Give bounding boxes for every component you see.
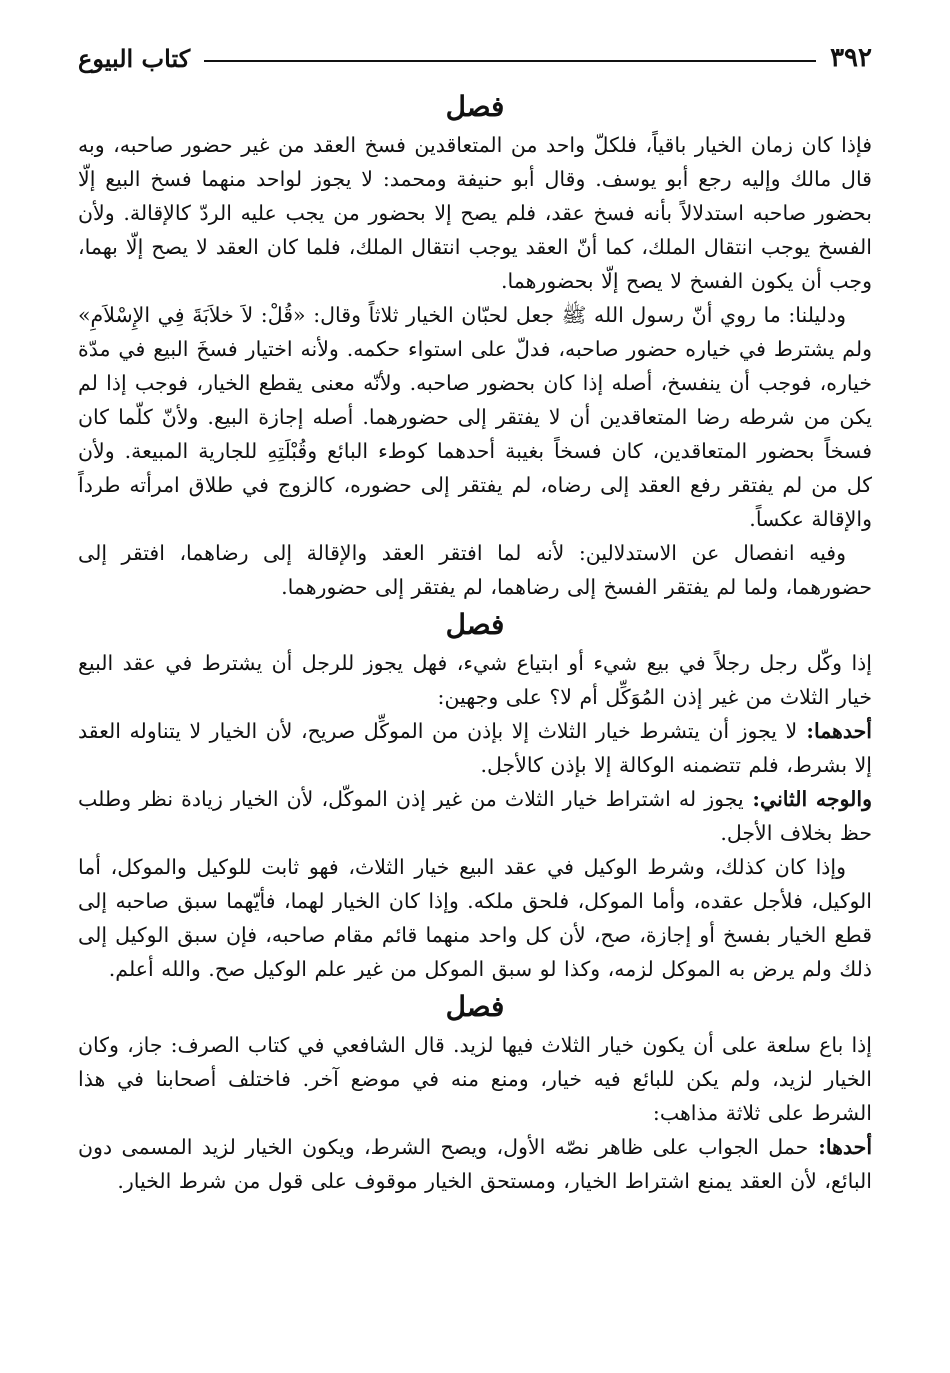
paragraph-lead: أحدها: xyxy=(808,1135,873,1159)
page-content xyxy=(78,86,872,1198)
paragraph xyxy=(78,536,872,604)
paragraph xyxy=(78,850,872,986)
page-number: ٣٩٢ xyxy=(830,43,872,73)
paragraph xyxy=(78,128,872,298)
paragraph-text: وفيه انفصال عن الاستدلالين: لأنه لما افتقر العقد والإقالة إلى رضاهما، افتقر إلى حضورهما، ولما لم يفتقر الفسخ إلى رضاهما، لم يفتقر إلى حضورهما. xyxy=(78,541,872,599)
paragraph-text: وإذا كان كذلك، وشرط الوكيل في عقد البيع خيار الثلاث، فهو ثابت للوكيل والموكل، أما الوكيل، فلأجل عقده، وأما الموكل، فلحق ملكه. وإذا كان الخيار لهما، فأيّهما سبق صاحبه إلى قطع الخيار بفسخ أو إجازة، صح، لأن كل واحد منهما قائم مقام صاحبه، فإن سبق الوكيل إلى ذلك ولم يرض به الموكل لزمه، وكذا لو سبق الموكل من غير علم الوكيل صح. والله أعلم. xyxy=(78,855,872,981)
paragraph-lead: والوجه الثاني: xyxy=(743,787,872,811)
paragraph xyxy=(78,646,872,714)
paragraph xyxy=(78,714,872,782)
paragraph-lead: أحدهما: xyxy=(797,719,872,743)
running-header xyxy=(78,40,872,76)
paragraph xyxy=(78,1130,872,1198)
paragraph-text: يجوز له اشتراط خيار الثلاث من غير إذن الموكّل، لأن الخيار زيادة نظر وطلب حظ بخلاف الأجل. xyxy=(78,787,872,845)
section-3 xyxy=(78,986,872,1198)
book-title: كتاب البيوع xyxy=(78,43,191,73)
paragraph-text: فإذا كان زمان الخيار باقياً، فلكلّ واحد من المتعاقدين فسخ العقد من غير حضور صاحبه، وبه قال مالك وإليه رجع أبو يوسف. وقال أبو حنيفة ومحمد: لا يجوز لواحد منهما فسخ البيع إلّا بحضور صاحبه استدلالاً بأنه فسخ عقد، فلم يصح إلا بحضور من يجب عليه الردّ كالإقالة. ولأن الفسخ يوجب انتقال الملك، كما أنّ العقد يوجب انتقال الملك، فلما كان العقد لا يصح إلّا بهما، وجب أن يكون الفسخ لا يصح إلّا بحضورهما. xyxy=(78,133,872,293)
section-heading: فصل xyxy=(445,608,505,641)
section-heading: فصل xyxy=(445,90,505,123)
section-1 xyxy=(78,86,872,604)
book-page xyxy=(78,0,872,1373)
header-rule xyxy=(204,60,816,62)
section-heading: فصل xyxy=(445,990,505,1023)
paragraph xyxy=(78,1028,872,1130)
paragraph-text: إذا وكّل رجل رجلاً في بيع شيء أو ابتياع شيء، فهل يجوز للرجل أن يشترط في عقد البيع خيار الثلاث من غير إذن المُوَكِّل أم لا؟ على وجهين: xyxy=(78,651,872,709)
paragraph-text: إذا باع سلعة على أن يكون خيار الثلاث فيها لزيد. قال الشافعي في كتاب الصرف: جاز، وكان الخيار لزيد، ولم يكن للبائع فيه خيار، ومنع منه في موضع آخر. فاختلف أصحابنا في هذا الشرط على ثلاثة مذاهب: xyxy=(78,1033,872,1125)
paragraph xyxy=(78,782,872,850)
paragraph-text: ودليلنا: ما روي أنّ رسول الله ﷺ جعل لحبّان الخيار ثلاثاً وقال: «قُلْ: لاَ خلاَبَةَ فِي الإِسْلاَمِ» ولم يشترط في خياره حضور صاحبه، فدلّ على استواء حكمه. ولأنه اختيار فسخَ البيع في مدّة خياره، فوجب أن ينفسخ، أصله إذا كان بحضور صاحبه. ولأنّه معنى يقطع الخيار، فوجب إذا لم يكن من شرطه رضا المتعاقدين أن لا يفتقر إلى حضورهما. أصله إجازة البيع. ولأنّ كلّما كان فسخاً بحضور المتعاقدين، كان فسخاً بغيبة أحدهما كوطء البائع وقُبْلَتِهِ للجارية المبيعة. ولأن كل من لم يفتقر رفع العقد إلى رضاه، لم يفتقر إلى حضوره، كالزوج في طلاق امرأته طرداً والإقالة عكساً. xyxy=(78,303,872,531)
paragraph-text: حمل الجواب على ظاهر نصّه الأول، ويصح الشرط، ويكون الخيار لزيد المسمى دون البائع، لأن العقد يمنع اشتراط الخيار، ومستحق الخيار موقوف على قول من شرط الخيار. xyxy=(78,1135,872,1193)
section-2 xyxy=(78,604,872,986)
paragraph xyxy=(78,298,872,536)
paragraph-text: لا يجوز أن يتشرط خيار الثلاث إلا بإذن من الموكِّل صريح، لأن الخيار لا يتناوله العقد إلا بشرط، فلم تتضمنه الوكالة إلا بإذن كالأجل. xyxy=(78,719,872,777)
